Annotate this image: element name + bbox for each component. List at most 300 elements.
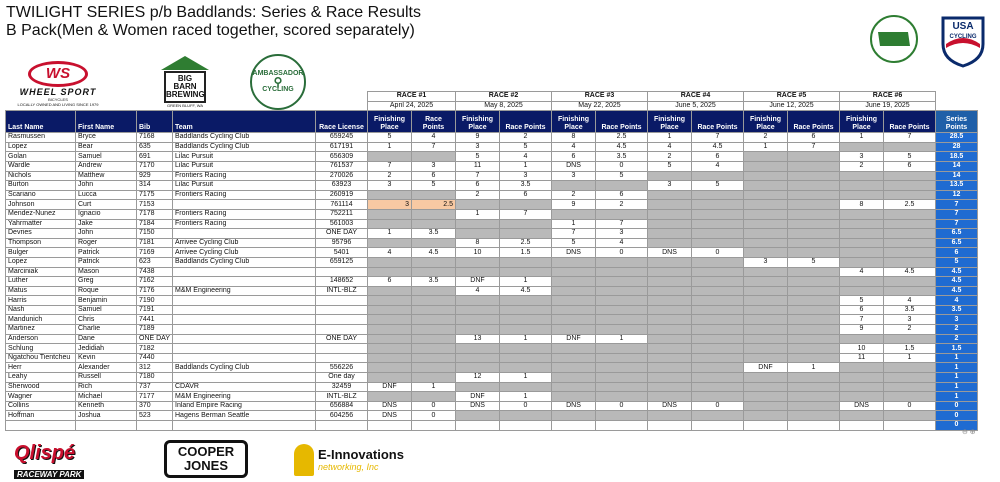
cell-first-name: Kenneth — [76, 401, 137, 411]
col-r5-points: Race Points — [788, 111, 840, 133]
table-row — [6, 181, 978, 191]
table-row — [6, 421, 978, 431]
cell-r5-place — [744, 286, 788, 296]
cell-last-name: Herr — [6, 363, 76, 373]
cell-first-name: Dane — [76, 334, 137, 344]
cell-license: 604256 — [316, 411, 368, 421]
col-series-points: Series Points — [936, 111, 978, 133]
cell-r6-points — [884, 190, 936, 200]
cell-r3-points: 0 — [596, 248, 648, 258]
cell-bib: 7175 — [137, 190, 173, 200]
cell-r5-points — [788, 248, 840, 258]
cell-r3-points: 4 — [596, 238, 648, 248]
cell-first-name: Chris — [76, 315, 137, 325]
table-row — [6, 373, 978, 383]
cell-r6-place — [840, 171, 884, 181]
cell-last-name: Anderson — [6, 334, 76, 344]
cell-bib: 370 — [137, 401, 173, 411]
cell-series-points: 4.5 — [936, 267, 978, 277]
cell-r4-place — [648, 363, 692, 373]
cell-r3-place — [552, 286, 596, 296]
cell-bib: 7153 — [137, 200, 173, 210]
cell-r2-place: 8 — [456, 238, 500, 248]
cell-team: Baddlands Cycling Club — [173, 142, 316, 152]
usac-line1: USA — [952, 21, 974, 32]
cell-r4-place — [648, 296, 692, 306]
cell-r3-place — [552, 411, 596, 421]
cell-r1-place: DNF — [368, 382, 412, 392]
cell-r4-points: 4.5 — [692, 142, 744, 152]
cell-first-name: Samuel — [76, 305, 137, 315]
cell-series-points: 3.5 — [936, 305, 978, 315]
cell-last-name: Wagner — [6, 392, 76, 402]
cell-first-name: Benjamin — [76, 296, 137, 306]
qlispe-sub: RACEWAY PARK — [14, 470, 84, 479]
cell-last-name: Nichols — [6, 171, 76, 181]
cell-r1-points — [412, 267, 456, 277]
cell-last-name: Lopez — [6, 257, 76, 267]
cell-r4-points — [692, 267, 744, 277]
cell-r1-points — [412, 238, 456, 248]
cell-r1-points: 3.5 — [412, 229, 456, 239]
cell-r4-points — [692, 277, 744, 287]
cell-license — [316, 305, 368, 315]
cell-team — [173, 305, 316, 315]
cell-r5-place — [744, 248, 788, 258]
cell-license — [316, 344, 368, 354]
cell-r4-points — [692, 382, 744, 392]
cell-r6-place — [840, 277, 884, 287]
cell-r5-place — [744, 392, 788, 402]
cell-r2-place: DNF — [456, 392, 500, 402]
cell-last-name: Johnson — [6, 200, 76, 210]
big-barn-line2: BREWING — [166, 90, 205, 99]
cell-r5-points — [788, 315, 840, 325]
cell-r3-place — [552, 267, 596, 277]
cell-r1-place — [368, 190, 412, 200]
usa-cycling-logo — [938, 14, 988, 68]
cell-r1-place: 3 — [368, 181, 412, 191]
cell-r5-points — [788, 334, 840, 344]
cell-series-points: 1 — [936, 353, 978, 363]
cell-r6-place: 4 — [840, 267, 884, 277]
cell-last-name: Thompson — [6, 238, 76, 248]
cell-r4-place — [648, 325, 692, 335]
cell-r6-place: 7 — [840, 315, 884, 325]
cell-r2-points: 3 — [500, 171, 552, 181]
cell-r2-points — [500, 267, 552, 277]
cell-r3-points — [596, 267, 648, 277]
cell-r1-place — [368, 219, 412, 229]
cell-bib: 7184 — [137, 219, 173, 229]
cell-r5-place — [744, 267, 788, 277]
table-row — [6, 353, 978, 363]
cell-series-points: 12 — [936, 190, 978, 200]
cell-r5-place — [744, 277, 788, 287]
cell-r3-place: 7 — [552, 229, 596, 239]
cell-first-name: Samuel — [76, 152, 137, 162]
cell-r4-points — [692, 344, 744, 354]
wheel-sport-tag: LOCALLY OWNED AND LIVING SINCE 1979 — [17, 102, 99, 107]
cell-series-points: 13.5 — [936, 181, 978, 191]
cell-bib: 7440 — [137, 353, 173, 363]
cell-r3-points: 2.5 — [596, 133, 648, 143]
cell-series-points: 14 — [936, 161, 978, 171]
cell-r2-place — [456, 363, 500, 373]
usac-line2: CYCLING — [949, 34, 977, 40]
cell-r4-place: DNS — [648, 248, 692, 258]
cell-r3-place: 3 — [552, 171, 596, 181]
col-first-name: First Name — [76, 111, 137, 133]
cell-r6-points — [884, 209, 936, 219]
cell-r6-points — [884, 219, 936, 229]
cell-team — [173, 334, 316, 344]
cell-r3-place: DNF — [552, 334, 596, 344]
cell-team — [173, 200, 316, 210]
cell-r5-place — [744, 421, 788, 431]
race-3-date: May 22, 2025 — [552, 101, 648, 111]
cell-first-name: Charlie — [76, 325, 137, 335]
cell-r5-place — [744, 229, 788, 239]
cell-r4-points — [692, 334, 744, 344]
cell-r1-place — [368, 325, 412, 335]
cell-series-points: 7 — [936, 200, 978, 210]
cell-r3-place — [552, 363, 596, 373]
cell-r6-place — [840, 392, 884, 402]
cooper-jones-line1: COOPER — [177, 444, 235, 459]
cell-r2-points: 4.5 — [500, 286, 552, 296]
cell-r1-points — [412, 296, 456, 306]
cell-team: Lilac Pursuit — [173, 181, 316, 191]
cell-team: M&M Engineering — [173, 286, 316, 296]
cell-r6-place — [840, 209, 884, 219]
col-r6-place: Finishing Place — [840, 111, 884, 133]
wheel-sport-name: WHEEL SPORT — [19, 87, 97, 97]
cell-r1-points — [412, 373, 456, 383]
cell-last-name: Marciniak — [6, 267, 76, 277]
cell-last-name: Harris — [6, 296, 76, 306]
cell-r3-place: DNS — [552, 248, 596, 258]
cell-r2-points: 1 — [500, 161, 552, 171]
cell-r6-place — [840, 238, 884, 248]
col-r1-place: Finishing Place — [368, 111, 412, 133]
cell-r4-place — [648, 344, 692, 354]
cell-license: 561003 — [316, 219, 368, 229]
cell-r5-points — [788, 219, 840, 229]
cell-r6-place — [840, 382, 884, 392]
barn-roof-icon — [161, 56, 209, 70]
cell-r3-points: 3.5 — [596, 152, 648, 162]
cell-r3-points — [596, 325, 648, 335]
cell-r5-points — [788, 161, 840, 171]
cell-r4-points: 6 — [692, 152, 744, 162]
cell-r4-points — [692, 219, 744, 229]
cell-series-points: 6.5 — [936, 238, 978, 248]
cell-bib: 7162 — [137, 277, 173, 287]
cell-r3-points — [596, 257, 648, 267]
table-row — [6, 344, 978, 354]
cell-r5-place — [744, 296, 788, 306]
col-bib: Bib — [137, 111, 173, 133]
cell-first-name: Jake — [76, 219, 137, 229]
cell-r4-place: 4 — [648, 142, 692, 152]
race-1-label: RACE #1 — [368, 92, 456, 102]
cell-r2-place — [456, 421, 500, 431]
cell-series-points: 6 — [936, 248, 978, 258]
cell-r2-place — [456, 382, 500, 392]
cell-r2-points: 6 — [500, 190, 552, 200]
big-barn-tag: GREEN BLUFF, WA — [166, 103, 204, 108]
cell-last-name: Hoffman — [6, 411, 76, 421]
cell-r5-points — [788, 353, 840, 363]
cell-r6-points: 6 — [884, 161, 936, 171]
cell-last-name: Devries — [6, 229, 76, 239]
title-line-2: B Pack(Men & Women raced together, scored separately) — [6, 22, 415, 39]
cell-r3-points — [596, 286, 648, 296]
cell-r6-place — [840, 248, 884, 258]
cell-last-name: Mandunich — [6, 315, 76, 325]
cell-r4-points — [692, 200, 744, 210]
cell-bib: 737 — [137, 382, 173, 392]
cell-r1-points — [412, 219, 456, 229]
cell-r6-points: 3 — [884, 315, 936, 325]
cell-r5-place — [744, 190, 788, 200]
col-r2-points: Race Points — [500, 111, 552, 133]
cell-r4-points — [692, 305, 744, 315]
cell-last-name: Sherwood — [6, 382, 76, 392]
cell-r2-points — [500, 305, 552, 315]
cell-r1-points — [412, 334, 456, 344]
cell-r1-place — [368, 363, 412, 373]
cell-license: ONE DAY — [316, 334, 368, 344]
cell-r4-place — [648, 267, 692, 277]
cell-r1-points: 4.5 — [412, 248, 456, 258]
cell-first-name: Ignacio — [76, 209, 137, 219]
cell-r3-place — [552, 325, 596, 335]
cell-r1-points — [412, 190, 456, 200]
cell-r3-points — [596, 411, 648, 421]
cell-r6-place — [840, 142, 884, 152]
cell-r3-place — [552, 382, 596, 392]
cell-license: 761114 — [316, 200, 368, 210]
cell-first-name: Greg — [76, 277, 137, 287]
cell-first-name: Curt — [76, 200, 137, 210]
table-row — [6, 305, 978, 315]
cell-r4-place: 2 — [648, 152, 692, 162]
cell-r6-place: 1 — [840, 133, 884, 143]
cell-r6-points: 2.5 — [884, 200, 936, 210]
race-2-date: May 8, 2025 — [456, 101, 552, 111]
cell-r4-place — [648, 353, 692, 363]
cell-r6-place: 5 — [840, 296, 884, 306]
table-row — [6, 296, 978, 306]
cell-series-points: 1 — [936, 392, 978, 402]
cell-team: Baddlands Cycling Club — [173, 257, 316, 267]
table-row — [6, 392, 978, 402]
cell-series-points: 5 — [936, 257, 978, 267]
cell-r3-place: 8 — [552, 133, 596, 143]
cell-r5-place — [744, 209, 788, 219]
cell-r5-place — [744, 238, 788, 248]
cell-r6-place — [840, 190, 884, 200]
cell-r5-place — [744, 200, 788, 210]
cell-r1-points — [412, 392, 456, 402]
cell-license: 270026 — [316, 171, 368, 181]
cell-r3-place — [552, 305, 596, 315]
cell-r4-place — [648, 411, 692, 421]
cell-r5-points — [788, 286, 840, 296]
table-row — [6, 363, 978, 373]
cell-r2-place — [456, 229, 500, 239]
cell-bib: 7182 — [137, 344, 173, 354]
table-row — [6, 209, 978, 219]
cell-r1-points: 1 — [412, 382, 456, 392]
zoom-controls[interactable] — [962, 428, 994, 442]
cell-r2-place: 9 — [456, 133, 500, 143]
zoom-icons[interactable]: ⊖ ⊕ — [962, 429, 976, 436]
cell-r6-points — [884, 238, 936, 248]
cell-r4-place — [648, 200, 692, 210]
cell-license: ONE DAY — [316, 229, 368, 239]
cell-r6-place: 3 — [840, 152, 884, 162]
cell-last-name: Nash — [6, 305, 76, 315]
cell-team: Frontiers Racing — [173, 209, 316, 219]
cell-r4-place — [648, 305, 692, 315]
cell-bib: 7441 — [137, 315, 173, 325]
cell-r2-place: 5 — [456, 152, 500, 162]
cell-series-points: 2 — [936, 334, 978, 344]
cell-r4-points — [692, 353, 744, 363]
cell-r5-place: 1 — [744, 142, 788, 152]
cell-r2-place — [456, 305, 500, 315]
qlispe-text: Qlispé — [14, 442, 76, 464]
cell-team: Arrivee Cycling Club — [173, 238, 316, 248]
cell-r4-place: DNS — [648, 401, 692, 411]
cell-license: 32459 — [316, 382, 368, 392]
cell-r4-points: 5 — [692, 181, 744, 191]
cell-r2-points: 2 — [500, 133, 552, 143]
cell-license — [316, 325, 368, 335]
table-row — [6, 142, 978, 152]
cell-series-points: 1.5 — [936, 344, 978, 354]
cell-r6-points — [884, 363, 936, 373]
cell-r1-place: DNS — [368, 411, 412, 421]
cell-r3-points: 1 — [596, 334, 648, 344]
cell-r1-points: 2.5 — [412, 200, 456, 210]
table-row — [6, 267, 978, 277]
cell-r5-points — [788, 296, 840, 306]
cell-r1-place: 5 — [368, 133, 412, 143]
cell-r5-place — [744, 373, 788, 383]
cell-team — [173, 344, 316, 354]
cell-r5-place — [744, 181, 788, 191]
cell-first-name: Roger — [76, 238, 137, 248]
cell-team: Frontiers Racing — [173, 190, 316, 200]
cell-license: 752211 — [316, 209, 368, 219]
table-row — [6, 334, 978, 344]
cell-r2-place — [456, 353, 500, 363]
cell-bib: 312 — [137, 363, 173, 373]
cell-series-points: 1 — [936, 373, 978, 383]
cell-r3-points — [596, 209, 648, 219]
cell-last-name: Wardle — [6, 161, 76, 171]
cell-team: Inland Empire Racing — [173, 401, 316, 411]
cell-r6-points — [884, 334, 936, 344]
cell-r2-points — [500, 219, 552, 229]
cell-license — [316, 296, 368, 306]
cell-r3-place — [552, 209, 596, 219]
col-last-name: Last Name — [6, 111, 76, 133]
cell-r1-points — [412, 325, 456, 335]
cell-license — [316, 267, 368, 277]
cell-r4-place — [648, 190, 692, 200]
cell-series-points: 28.5 — [936, 133, 978, 143]
cell-r1-place — [368, 392, 412, 402]
cell-first-name: John — [76, 229, 137, 239]
cell-bib: 7169 — [137, 248, 173, 258]
cell-license: INTL-BLZ — [316, 286, 368, 296]
cell-bib: 7438 — [137, 267, 173, 277]
e-innovations-logo — [294, 442, 434, 478]
cell-license: 95796 — [316, 238, 368, 248]
cell-first-name: Mason — [76, 267, 137, 277]
cell-r6-points — [884, 392, 936, 402]
cell-r6-points — [884, 277, 936, 287]
cell-r3-place — [552, 277, 596, 287]
cell-r1-points: 7 — [412, 142, 456, 152]
cell-r6-place: 10 — [840, 344, 884, 354]
cell-team: Hagens Berman Seattle — [173, 411, 316, 421]
cell-r5-place — [744, 334, 788, 344]
table-row — [6, 171, 978, 181]
cell-license — [316, 315, 368, 325]
cell-r6-place — [840, 286, 884, 296]
cell-r2-points: 1 — [500, 334, 552, 344]
cell-r6-points — [884, 411, 936, 421]
cell-r3-place: DNS — [552, 401, 596, 411]
cell-first-name: Alexander — [76, 363, 137, 373]
cell-r5-points: 6 — [788, 133, 840, 143]
col-r3-place: Finishing Place — [552, 111, 596, 133]
cell-team: Frontiers Racing — [173, 219, 316, 229]
cell-r2-points: 3.5 — [500, 181, 552, 191]
cell-r4-place — [648, 238, 692, 248]
cell-r3-place — [552, 181, 596, 191]
cell-r1-place — [368, 267, 412, 277]
cell-first-name: Joshua — [76, 411, 137, 421]
cell-r5-place — [744, 152, 788, 162]
cell-r6-points — [884, 421, 936, 431]
cell-first-name — [76, 421, 137, 431]
cell-series-points: 18.5 — [936, 152, 978, 162]
cell-r6-place: 8 — [840, 200, 884, 210]
cell-r4-points — [692, 325, 744, 335]
cell-r6-points: 5 — [884, 152, 936, 162]
cell-r6-place — [840, 363, 884, 373]
cell-r1-points — [412, 315, 456, 325]
cell-r6-place: DNS — [840, 401, 884, 411]
cell-team — [173, 267, 316, 277]
cell-first-name: Rich — [76, 382, 137, 392]
cell-r6-points: 2 — [884, 325, 936, 335]
cell-first-name: Russell — [76, 373, 137, 383]
cell-series-points: 4.5 — [936, 286, 978, 296]
cell-r3-points: 0 — [596, 401, 648, 411]
cell-r4-place — [648, 171, 692, 181]
cell-r4-points: 0 — [692, 248, 744, 258]
table-row — [6, 190, 978, 200]
cell-team — [173, 229, 316, 239]
